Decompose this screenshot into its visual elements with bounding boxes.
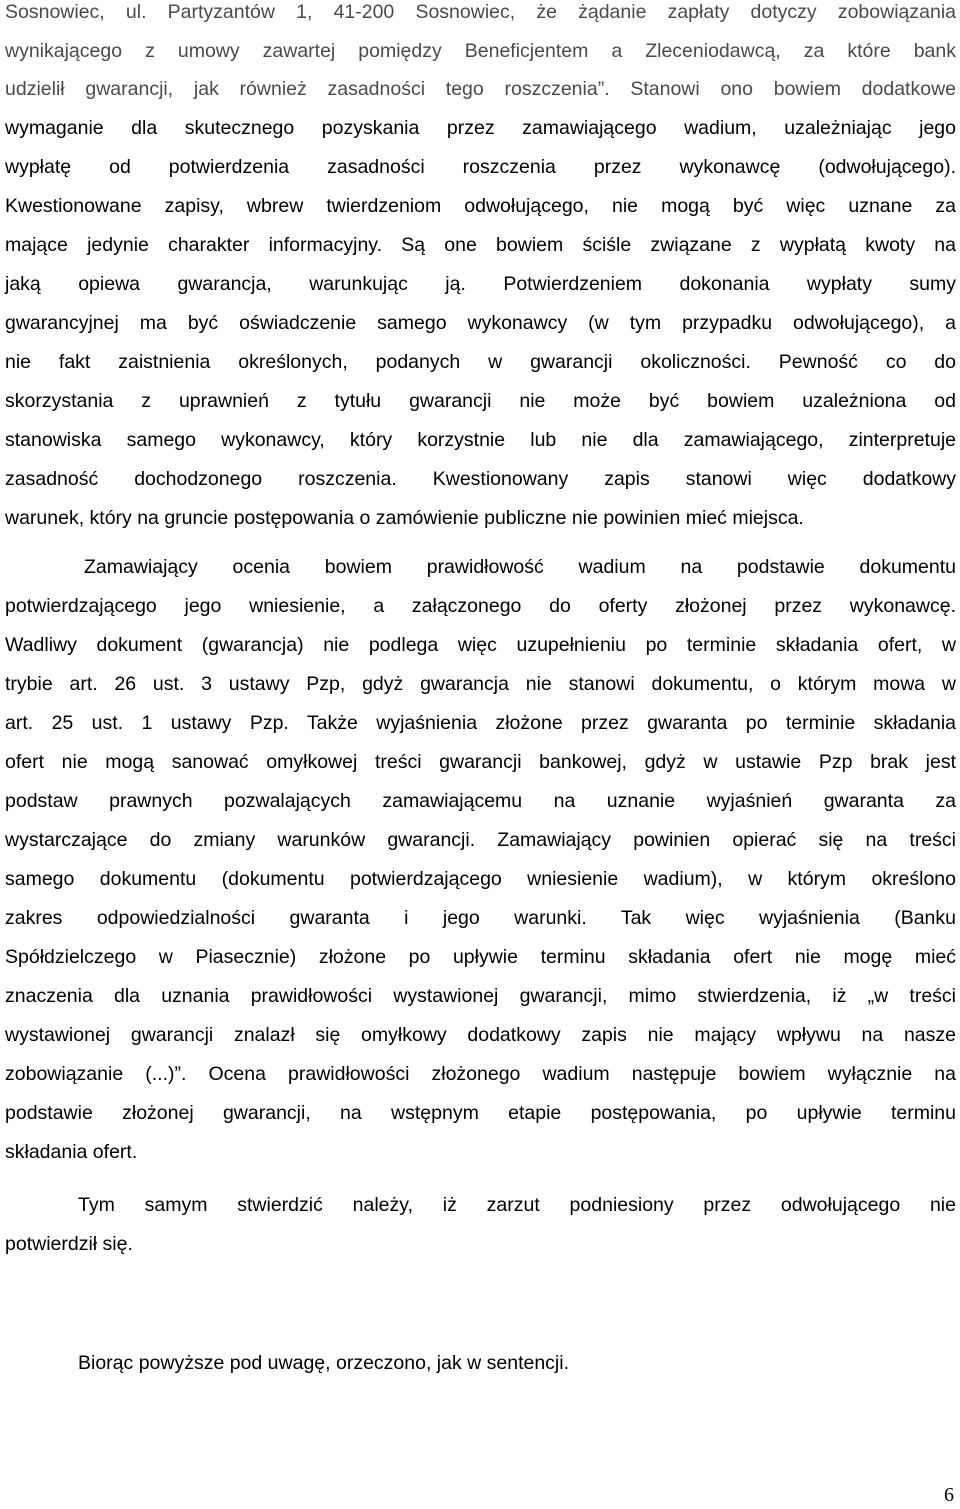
text-line: stanowiska samego wykonawcy, który korzystnie lub nie dla zamawiającego, zinterpretuje bbox=[5, 429, 956, 451]
text-line: gwarancyjnej ma być oświadczenie samego wykonawcy (w tym przypadku odwołującego), a bbox=[5, 312, 956, 334]
text-line: zasadność dochodzonego roszczenia. Kwestionowany zapis stanowi więc dodatkowy bbox=[5, 468, 956, 490]
text-line: Zamawiający ocenia bowiem prawidłowość wadium na podstawie dokumentu bbox=[84, 556, 956, 578]
text-line: wypłatę od potwierdzenia zasadności roszczenia przez wykonawcę (odwołującego). bbox=[5, 156, 956, 178]
text-line: potwierdził się. bbox=[5, 1233, 133, 1255]
text-line: jaką opiewa gwarancja, warunkując ją. Potwierdzeniem dokonania wypłaty sumy bbox=[5, 273, 956, 295]
text-line: znaczenia dla uznania prawidłowości wystawionej gwarancji, mimo stwierdzenia, iż „w treści bbox=[5, 985, 956, 1007]
text-line: skorzystania z uprawnień z tytułu gwarancji nie może być bowiem uzależniona od bbox=[5, 390, 956, 412]
text-line: podstaw prawnych pozwalających zamawiającemu na uznanie wyjaśnień gwaranta za bbox=[5, 790, 956, 812]
text-line: Spółdzielczego w Piasecznie) złożone po upływie terminu składania ofert nie mogę mieć bbox=[5, 946, 956, 968]
text-line: art. 25 ust. 1 ustawy Pzp. Także wyjaśnienia złożone przez gwaranta po terminie składania bbox=[5, 712, 956, 734]
text-line: podstawie złożonej gwarancji, na wstępnym etapie postępowania, po upływie terminu bbox=[5, 1102, 956, 1124]
text-line: wystawionej gwarancji znalazł się omyłkowy dodatkowy zapis nie mający wpływu na nasze bbox=[5, 1024, 956, 1046]
text-line: udzielił gwarancji, jak również zasadności tego roszczenia”. Stanowi ono bowiem dodatkowe bbox=[5, 78, 956, 100]
text-line: nie fakt zaistnienia określonych, podanych w gwarancji okoliczności. Pewność co do bbox=[5, 351, 956, 373]
text-line: warunek, który na gruncie postępowania o zamówienie publiczne nie powinien mieć miejsca. bbox=[5, 507, 804, 529]
text-line: trybie art. 26 ust. 3 ustawy Pzp, gdyż gwarancja nie stanowi dokumentu, o którym mowa w bbox=[5, 673, 956, 695]
text-line: potwierdzającego jego wniesienie, a załączonego do oferty złożonej przez wykonawcę. bbox=[5, 595, 956, 617]
text-line: Wadliwy dokument (gwarancja) nie podlega więc uzupełnieniu po terminie składania ofert, w bbox=[5, 634, 956, 656]
page-number: 6 bbox=[944, 1484, 954, 1506]
text-line: zakres odpowiedzialności gwaranta i jego warunki. Tak więc wyjaśnienia (Banku bbox=[5, 907, 956, 929]
text-line: składania ofert. bbox=[5, 1141, 138, 1163]
text-line: wymaganie dla skutecznego pozyskania przez zamawiającego wadium, uzależniając jego bbox=[5, 117, 956, 139]
text-line: samego dokumentu (dokumentu potwierdzającego wniesienie wadium), w którym określono bbox=[5, 868, 956, 890]
text-line: mające jedynie charakter informacyjny. Są one bowiem ściśle związane z wypłatą kwoty na bbox=[5, 234, 956, 256]
closing-statement: Biorąc powyższe pod uwagę, orzeczono, jak w sentencji. bbox=[78, 1352, 570, 1374]
text-line: Kwestionowane zapisy, wbrew twierdzeniom odwołującego, nie mogą być więc uznane za bbox=[5, 195, 956, 217]
text-line: zobowiązanie (...)”. Ocena prawidłowości złożonego wadium następuje bowiem wyłącznie na bbox=[5, 1063, 956, 1085]
text-line: Sosnowiec, ul. Partyzantów 1, 41-200 Sosnowiec, że żądanie zapłaty dotyczy zobowiązania bbox=[5, 1, 956, 23]
text-line: wynikającego z umowy zawartej pomiędzy Beneficjentem a Zleceniodawcą, za które bank bbox=[5, 40, 956, 62]
text-line: Tym samym stwierdzić należy, iż zarzut podniesiony przez odwołującego nie bbox=[78, 1194, 956, 1216]
text-line: wystarczające do zmiany warunków gwarancji. Zamawiający powinien opierać się na treści bbox=[5, 829, 956, 851]
text-line: ofert nie mogą sanować omyłkowej treści gwarancji bankowej, gdyż w ustawie Pzp brak jest bbox=[5, 751, 956, 773]
